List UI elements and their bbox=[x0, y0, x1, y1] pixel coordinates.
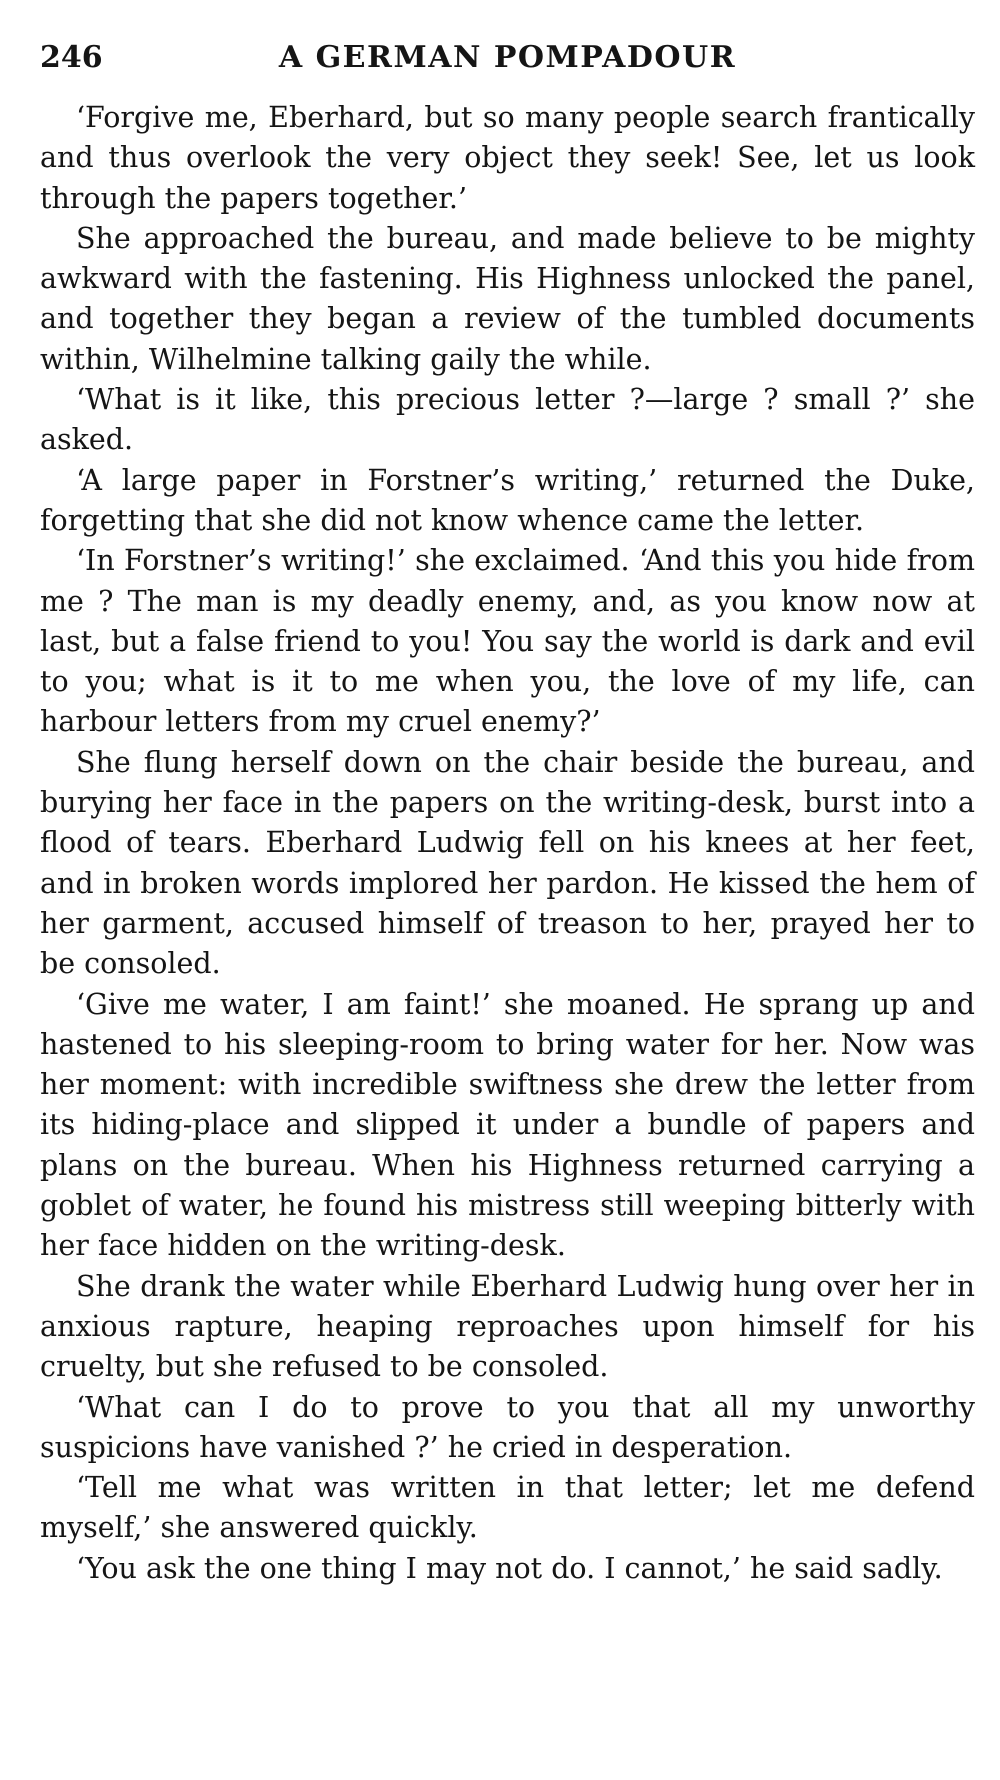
book-title: A GERMAN POMPADOUR bbox=[278, 40, 737, 75]
body-text bbox=[40, 98, 975, 1589]
page-number: 246 bbox=[40, 40, 103, 75]
paragraph: She flung herself down on the chair beside the bureau, and burying her face in the papers on the writing-desk, burst into a flood of tears. Eberhard Ludwig fell on his knees at her feet, and in broken words implored her pardon. He kissed the hem of her garment, accused himself of treason to her, prayed her to be consoled. bbox=[40, 745, 975, 981]
paragraph: ‘Give me water, I am faint!’ she moaned. He sprang up and hastened to his sleeping-room to bring water for her. Now was her moment: with incredible swiftness she drew the letter from its hiding-place and slipped it under a bundle of papers and plans on the bureau. When his Highness returned carrying a goblet of water, he found his mistress still weeping bitterly with her face hidden on the writing-desk. bbox=[40, 987, 975, 1263]
paragraph: ‘A large paper in Forstner’s writing,’ returned the Duke, forgetting that she did not know whence came the letter. bbox=[40, 463, 975, 537]
paragraph: ‘Forgive me, Eberhard, but so many people search frantically and thus overlook the very object they seek! See, let us look through the papers together.’ bbox=[40, 101, 975, 215]
running-head bbox=[40, 28, 975, 80]
paragraph: She drank the water while Eberhard Ludwig hung over her in anxious rapture, heaping reproaches upon himself for his cruelty, but she refused to be consoled. bbox=[40, 1269, 975, 1384]
paragraph: ‘You ask the one thing I may not do. I cannot,’ he said sadly. bbox=[76, 1551, 943, 1585]
paragraph: ‘Tell me what was written in that letter; let me defend myself,’ she answered quickly. bbox=[40, 1471, 975, 1545]
paragraph: ‘In Forstner’s writing!’ she exclaimed. ‘And this you hide from me ? The man is my deadly enemy, and, as you know now at last, but a false friend to you! You say the world is dark and evil to you; what is it to me when you, the love of my life, can harbour letters from my cruel enemy?’ bbox=[40, 544, 975, 739]
paragraph: She approached the bureau, and made believe to be mighty awkward with the fastening. His Highness unlocked the panel, and together they began a review of the tumbled documents within, Wilhelmine talking gaily the while. bbox=[40, 221, 975, 376]
paragraph: ‘What is it like, this precious letter ?—large ? small ?’ she asked. bbox=[40, 383, 975, 457]
book-page bbox=[40, 28, 975, 1589]
paragraph: ‘What can I do to prove to you that all my unworthy suspicions have vanished ?’ he cried in desperation. bbox=[40, 1390, 975, 1464]
